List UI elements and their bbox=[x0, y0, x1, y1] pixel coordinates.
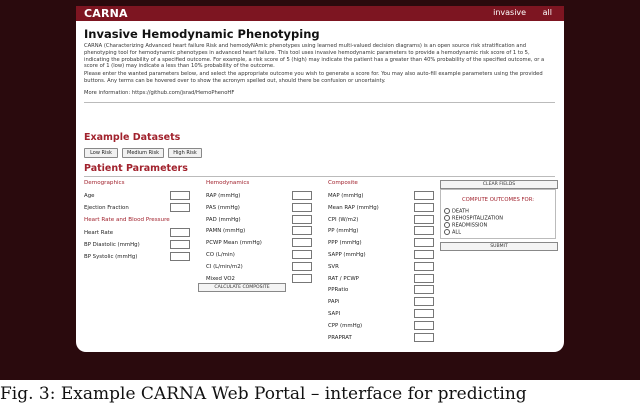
bp-systolic-label: BP Systolic (mmHg) bbox=[84, 254, 138, 260]
vitals-title: Heart Rate and Blood Pressure bbox=[84, 217, 170, 223]
hemodynamics-title: Hemodynamics bbox=[206, 180, 250, 186]
submit-button[interactable]: SUBMIT bbox=[440, 242, 558, 251]
heart-rate-input[interactable] bbox=[170, 228, 190, 237]
nav-link-all[interactable]: all bbox=[542, 8, 552, 17]
hemodynamics-ci-l-min-m2-label: CI (L/min/m2) bbox=[206, 263, 243, 270]
hemodynamics-pcwp-mean-mmhg-label: PCWP Mean (mmHg) bbox=[206, 240, 262, 247]
hemodynamics-mixed-vo2-input[interactable] bbox=[292, 274, 312, 283]
demographics-title: Demographics bbox=[84, 180, 125, 186]
hemodynamics-rap-mmhg-input[interactable] bbox=[292, 191, 312, 200]
composite-cpp-mmhg-input[interactable] bbox=[414, 321, 434, 330]
bp-systolic-input[interactable] bbox=[170, 252, 190, 261]
clear-fields-button[interactable]: CLEAR FIELDS bbox=[440, 180, 558, 189]
radio-icon[interactable] bbox=[444, 229, 450, 235]
outcome-rehospitalization-option[interactable]: REHOSPITALIZATION bbox=[444, 215, 503, 222]
composite-sapp-mmhg-label: SAPP (mmHg) bbox=[328, 252, 366, 258]
composite-sapi-label: SAPI bbox=[328, 311, 341, 317]
composite-map-mmhg-input[interactable] bbox=[414, 191, 434, 200]
hemodynamics-pas-mmhg-input[interactable] bbox=[292, 203, 312, 212]
composite-map-mmhg-label: MAP (mmHg) bbox=[328, 193, 364, 199]
portal-page bbox=[76, 6, 564, 352]
hemodynamics-pcwp-mean-mmhg-input[interactable] bbox=[292, 238, 312, 247]
hemodynamics-rap-mmhg-label: RAP (mmHg) bbox=[206, 193, 241, 199]
brand-logo[interactable]: CARNA bbox=[84, 7, 128, 20]
medium-risk-button[interactable]: Medium Risk bbox=[122, 148, 164, 158]
age-input[interactable] bbox=[170, 191, 190, 200]
bp-diastolic-label: BP Diastolic (mmHg) bbox=[84, 242, 140, 248]
hemodynamics-mixed-vo2-label: Mixed VO2 bbox=[206, 275, 235, 282]
patient-parameters-heading: Patient Parameters bbox=[84, 163, 188, 174]
ejection-fraction-label: Ejection Fraction bbox=[84, 205, 129, 211]
example-datasets-heading: Example Datasets bbox=[84, 132, 181, 143]
composite-mean-rap-mmhg-label: Mean RAP (mmHg) bbox=[328, 204, 379, 211]
composite-praprat-label: PRAPRAT bbox=[328, 334, 352, 341]
hemodynamics-pamn-mmhg-label: PAMN (mmHg) bbox=[206, 228, 246, 235]
radio-icon[interactable] bbox=[444, 208, 450, 214]
hemodynamics-pamn-mmhg-input[interactable] bbox=[292, 226, 312, 235]
outcomes-title: COMPUTE OUTCOMES FOR: bbox=[461, 197, 535, 203]
figure-caption: Fig. 3: Example CARNA Web Portal – interface for predicting bbox=[0, 384, 527, 404]
calculate-composite-button[interactable]: CALCULATE COMPOSITE bbox=[198, 283, 286, 292]
top-nav bbox=[479, 8, 552, 17]
outcomes-panel bbox=[440, 189, 556, 239]
composite-svr-input[interactable] bbox=[414, 262, 434, 271]
nav-link-invasive[interactable]: invasive bbox=[493, 8, 527, 17]
composite-pp-mmhg-input[interactable] bbox=[414, 226, 434, 235]
intro-text: CARNA (Characterizing Advanced heart failure Risk and hemodyNAmic phenotypes using learned multi-valued decision diagrams) is an open source risk stratification and phenotyping tool for hemodynamic phenotypes in advanced heart failure. This tool uses invasive hemodynamic parameters to provide a hemodynamic risk score of 1 to 5, indicating the probability of a specified outcome. For example, a risk score of 5 (high) may indicate the patient has a greater than 40% probability of the specified outcome, or a score of 1 (low) may indicate a less than 10% probability of the outcome. bbox=[84, 43, 545, 70]
page-title: Invasive Hemodynamic Phenotyping bbox=[84, 27, 320, 41]
age-label: Age bbox=[84, 193, 95, 199]
divider bbox=[84, 102, 555, 103]
composite-svr-label: SVR bbox=[328, 263, 339, 270]
more-info-text: More information: https://github.com/jsrad/HemoPhenoHF bbox=[84, 90, 235, 96]
outcome-all-option[interactable]: ALL bbox=[444, 229, 461, 236]
radio-icon[interactable] bbox=[444, 215, 450, 221]
composite-ppratio-label: PPRatio bbox=[328, 287, 349, 294]
composite-rat-pcwp-input[interactable] bbox=[414, 274, 434, 283]
top-bar bbox=[76, 6, 564, 21]
hemodynamics-ci-l-min-m2-input[interactable] bbox=[292, 262, 312, 271]
ejection-fraction-input[interactable] bbox=[170, 203, 190, 212]
hemodynamics-co-l-min-input[interactable] bbox=[292, 250, 312, 259]
composite-pp-mmhg-label: PP (mmHg) bbox=[328, 228, 359, 235]
heart-rate-label: Heart Rate bbox=[84, 230, 114, 236]
composite-cpi-w-m2-input[interactable] bbox=[414, 215, 434, 224]
composite-sapi-input[interactable] bbox=[414, 309, 434, 318]
composite-title: Composite bbox=[328, 180, 358, 186]
bp-diastolic-input[interactable] bbox=[170, 240, 190, 249]
instructions-text: Please enter the wanted parameters below, and select the appropriate outcome you wish to generate a score for. You may also auto-fill example parameters using the provided buttons. Any terms can be hovered over to show the acronym spelled out, should there be confusion or uncertainty. bbox=[84, 71, 543, 84]
hemodynamics-pad-mmhg-input[interactable] bbox=[292, 215, 312, 224]
composite-praprat-input[interactable] bbox=[414, 333, 434, 342]
composite-ppp-mmhg-label: PPP (mmHg) bbox=[328, 240, 362, 247]
hemodynamics-pad-mmhg-label: PAD (mmHg) bbox=[206, 216, 241, 223]
outcome-death-option[interactable]: DEATH bbox=[444, 208, 469, 215]
outcome-readmission-option[interactable]: READMISSION bbox=[444, 222, 487, 229]
composite-ppratio-input[interactable] bbox=[414, 285, 434, 294]
divider bbox=[84, 176, 555, 177]
composite-cpi-w-m2-label: CPI (W/m2) bbox=[328, 216, 359, 223]
high-risk-button[interactable]: High Risk bbox=[168, 148, 202, 158]
composite-papi-label: PAPi bbox=[328, 299, 340, 306]
composite-papi-input[interactable] bbox=[414, 297, 434, 306]
composite-cpp-mmhg-label: CPP (mmHg) bbox=[328, 322, 363, 329]
composite-mean-rap-mmhg-input[interactable] bbox=[414, 203, 434, 212]
composite-sapp-mmhg-input[interactable] bbox=[414, 250, 434, 259]
radio-icon[interactable] bbox=[444, 222, 450, 228]
low-risk-button[interactable]: Low Risk bbox=[84, 148, 118, 158]
composite-ppp-mmhg-input[interactable] bbox=[414, 238, 434, 247]
composite-rat-pcwp-label: RAT / PCWP bbox=[328, 275, 359, 282]
hemodynamics-co-l-min-label: CO (L/min) bbox=[206, 252, 235, 258]
hemodynamics-pas-mmhg-label: PAS (mmHg) bbox=[206, 204, 240, 211]
